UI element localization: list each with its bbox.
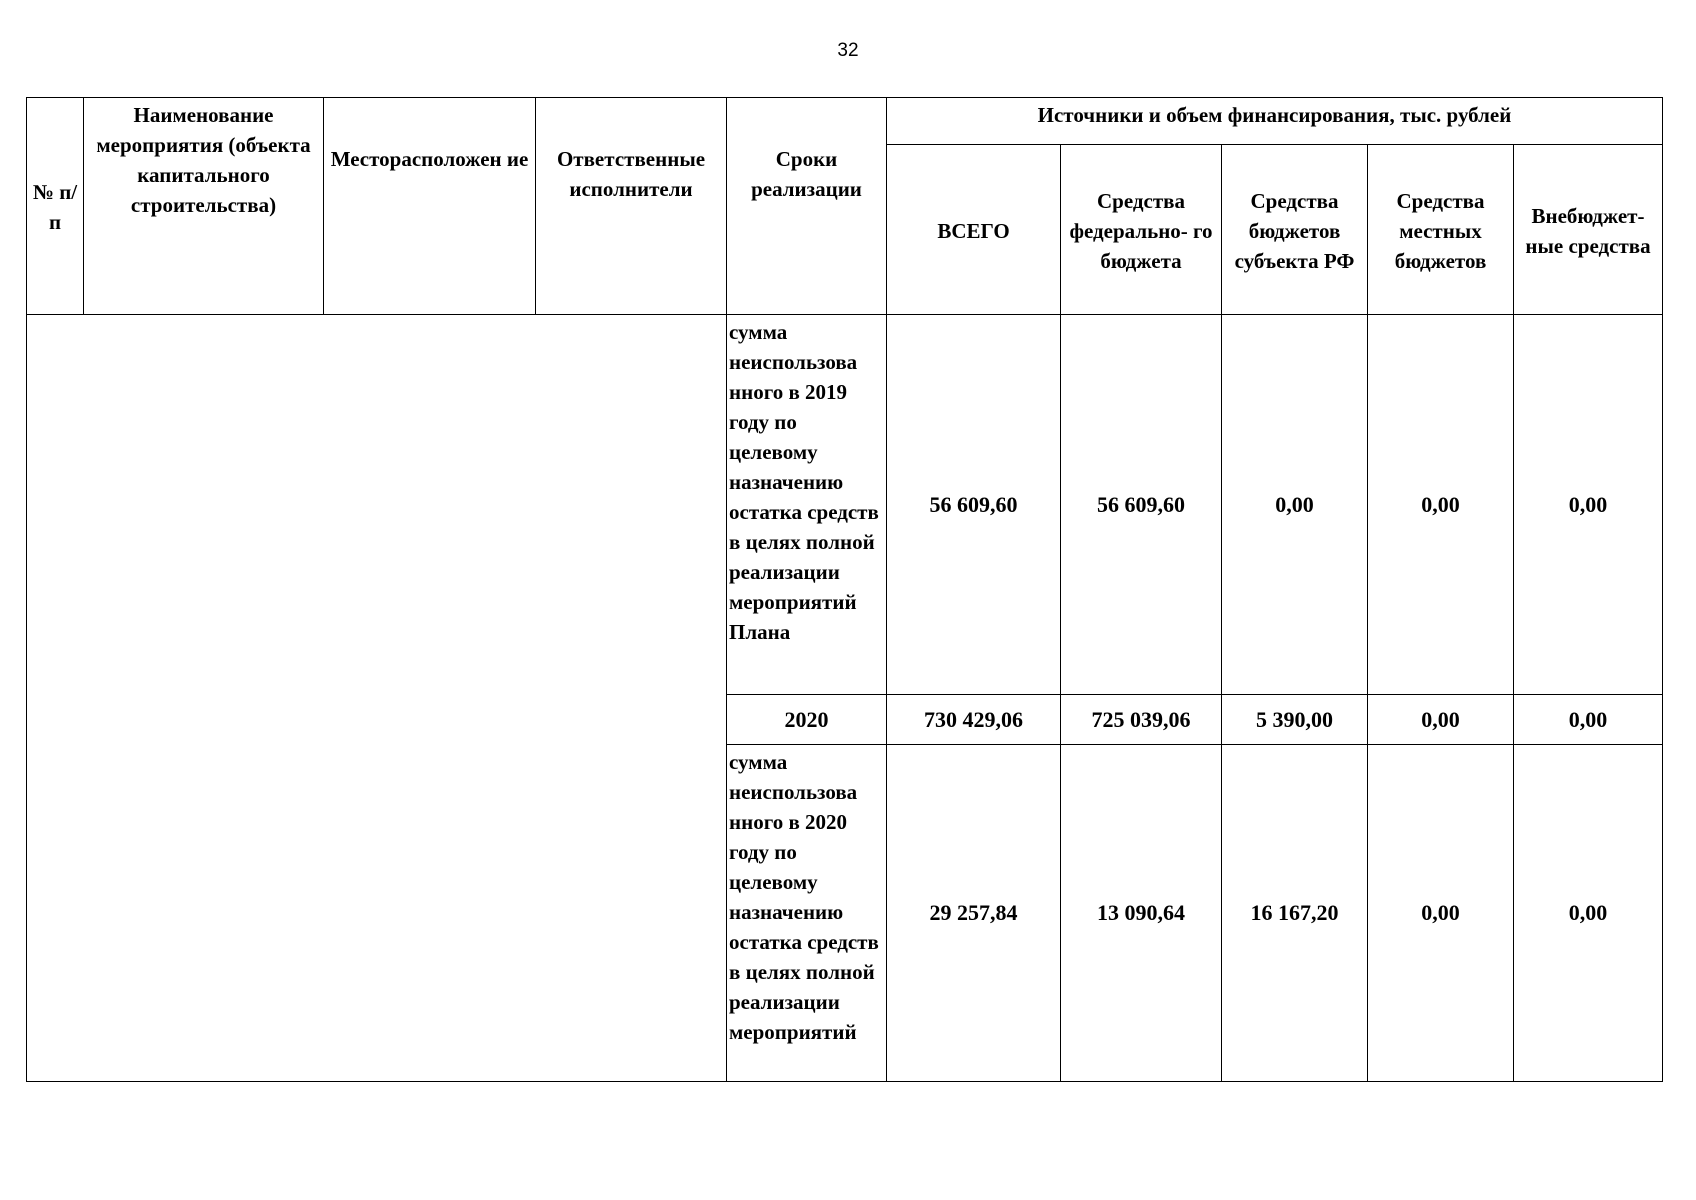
header-responsible: Ответственные исполнители [536, 98, 727, 315]
table-row [27, 315, 1663, 695]
header-num: № п/п [27, 98, 84, 315]
local-cell: 0,00 [1368, 695, 1514, 745]
total-cell: 29 257,84 [887, 745, 1061, 1082]
header-federal: Средства федерально- го бюджета [1061, 145, 1222, 315]
header-row-1 [27, 98, 1663, 145]
header-sources: Источники и объем финансирования, тыс. рублей [887, 98, 1663, 145]
header-terms: Сроки реализации [727, 98, 887, 315]
header-subject: Средства бюджетов субъекта РФ [1222, 145, 1368, 315]
term-cell: сумма неиспользова нного в 2019 году по целевому назначению остатка средств в целях полной реализации мероприятий Плана [727, 315, 887, 695]
total-cell: 730 429,06 [887, 695, 1061, 745]
total-cell: 56 609,60 [887, 315, 1061, 695]
extra-cell: 0,00 [1514, 695, 1663, 745]
federal-cell: 13 090,64 [1061, 745, 1222, 1082]
federal-cell: 56 609,60 [1061, 315, 1222, 695]
blank-merged-cell [27, 315, 727, 1082]
local-cell: 0,00 [1368, 315, 1514, 695]
extra-cell: 0,00 [1514, 315, 1663, 695]
header-location: Месторасположен ие [324, 98, 536, 315]
header-extra: Внебюджет- ные средства [1514, 145, 1663, 315]
page-number: 32 [837, 40, 859, 61]
header-local: Средства местных бюджетов [1368, 145, 1514, 315]
subject-cell: 5 390,00 [1222, 695, 1368, 745]
term-cell: 2020 [727, 695, 887, 745]
financing-table [26, 97, 1663, 1082]
term-cell: сумма неиспользова нного в 2020 году по целевому назначению остатка средств в целях полной реализации мероприятий [727, 745, 887, 1082]
federal-cell: 725 039,06 [1061, 695, 1222, 745]
local-cell: 0,00 [1368, 745, 1514, 1082]
subject-cell: 16 167,20 [1222, 745, 1368, 1082]
header-total: ВСЕГО [887, 145, 1061, 315]
subject-cell: 0,00 [1222, 315, 1368, 695]
header-name: Наименование мероприятия (объекта капитального строительства) [84, 98, 324, 315]
extra-cell: 0,00 [1514, 745, 1663, 1082]
